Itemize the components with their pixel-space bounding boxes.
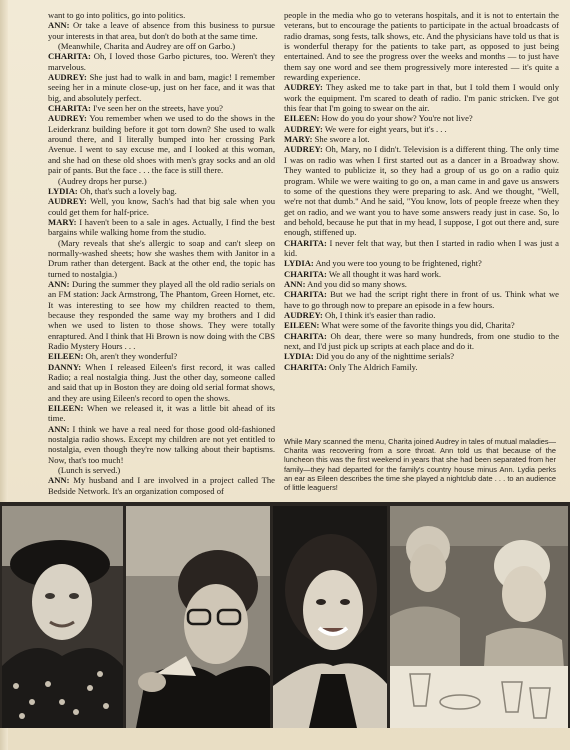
photo-strip: [0, 502, 570, 728]
speaker-name: EILEEN:: [48, 351, 84, 362]
dialogue-text: Well, you know, Sach's had that big sale when you could get them for half-price.: [48, 196, 275, 217]
dialogue-text: (Meanwhile, Charita and Audrey are off on Garbo.): [58, 41, 236, 52]
dialogue-paragraph: [284, 124, 559, 134]
left-text-column: [48, 10, 275, 500]
dialogue-text: When I released Eileen's first record, it was called Radio; a real nostalgia thing. Just the other day, someone called and said that up in Boston they are doing old serial format shows, and they are using Eileen's record to open the shows.: [48, 361, 275, 403]
speaker-name: ANN:: [48, 278, 70, 289]
speaker-name: AUDREY:: [284, 144, 323, 155]
dialogue-paragraph: [48, 424, 275, 465]
photo-smiling-woman: [273, 506, 387, 728]
dialogue-paragraph: [48, 475, 275, 496]
speaker-name: MARY:: [284, 134, 313, 145]
dialogue-text: I think we have a real need for those good old-fashioned nostalgia radio shows. Except my children are not yet entitled to nostalgia, even though they're now talking about their baptisms. Now, that's too much!: [48, 423, 275, 465]
dialogue-paragraph: [284, 351, 559, 361]
dialogue-paragraph: [284, 134, 559, 144]
photo-woman-in-hat: [2, 506, 123, 728]
dialogue-text: (Lunch is served.): [58, 465, 121, 476]
dialogue-text: Oh, that's such a lovely bag.: [79, 185, 177, 196]
dialogue-text: But we had the script right there in front of us. Think what we have to go through now to prepare an episode in a few hours.: [284, 289, 559, 310]
dialogue-text: We all thought it was hard work.: [328, 268, 442, 279]
speaker-name: EILEEN:: [48, 403, 84, 414]
dialogue-paragraph: [284, 269, 559, 279]
dialogue-paragraph: [284, 362, 559, 372]
dialogue-paragraph: [48, 465, 275, 475]
dialogue-paragraph: [48, 41, 275, 51]
dialogue-paragraph: [284, 289, 559, 310]
dialogue-text: Oh, aren't they wonderful?: [85, 351, 178, 362]
speaker-name: ANN:: [48, 20, 70, 31]
dialogue-text: We were for eight years, but it's . . .: [324, 123, 447, 134]
dialogue-text: Oh, Mary, no I didn't. Television is a different thing. The only time I was on radio was when I first started out as a dancer in a Broadway show. They wanted to publicize it, so they had a group of us go on a radio quiz program. While we were waiting to go on, a man came in and gave us answers to some of the questions they were preparing to ask. And we thought, "Well, we're not that dumb." And he said, "You know, lots of people freeze when they get on radio, and we want you to have some answers ready just in case. So, lo and behold, because he put that in my head, I suppose, I got out there and, sure enough, stiffened up.: [284, 144, 559, 238]
speaker-name: CHARITA:: [284, 361, 327, 372]
dialogue-text: Oh, I loved those Garbo pictures, too. Weren't they marvelous.: [48, 51, 275, 72]
dialogue-text: (Audrey drops her purse.): [58, 175, 147, 186]
dialogue-text: What were some of the favorite things you did, Charita?: [321, 320, 515, 331]
dialogue-paragraph: [48, 362, 275, 403]
speaker-name: CHARITA:: [284, 268, 327, 279]
dialogue-text: They asked me to take part in that, but I told them I would only work the equipment. I'm scared to death of radio. I'm panic stricken. I've got this fear that I'm going to swear on the air.: [284, 82, 559, 114]
dialogue-text: How do you do your show? You're not live?: [321, 113, 473, 124]
dialogue-text: people in the media who go to veterans hospitals, and it is not to entertain the veterans, but to encourage the patients to participate in the actual broadcasts of radio dramas, song fests, talk shows, etc. And the physicians have told us that is is wonderful therapy for the patients to take part, as opposed to just being entertained. And to see the progress over the weeks and months — to just have them say one word and see them progressively more interested — it's quite a rewarding experience.: [284, 10, 559, 83]
speaker-name: AUDREY:: [284, 309, 323, 320]
dialogue-text: I never felt that way, but then I started in radio when I was just a kid.: [284, 237, 559, 258]
dialogue-paragraph: [48, 196, 275, 217]
dialogue-paragraph: [284, 238, 559, 259]
dialogue-paragraph: [284, 113, 559, 123]
dialogue-text: Did you do any of the nighttime serials?: [315, 351, 455, 362]
dialogue-text: My husband and I are involved in a project called The Bedside Network. It's an organization composed of: [48, 475, 275, 496]
dialogue-text: (Mary reveals that she's allergic to soap and can't sleep on normally-washed sheets; how she washes them with Janitor in a Drum rather than detergent. Back at the other end, the topic has turned to nostalgia.): [48, 237, 275, 279]
speaker-name: CHARITA:: [284, 289, 327, 300]
dialogue-paragraph: [284, 82, 559, 113]
dialogue-paragraph: [48, 403, 275, 424]
speaker-name: DANNY:: [48, 361, 82, 372]
speaker-name: EILEEN:: [284, 113, 320, 124]
dialogue-paragraph: [284, 320, 559, 330]
dialogue-paragraph: [284, 331, 559, 352]
speaker-name: CHARITA:: [48, 103, 91, 114]
speaker-name: EILEEN:: [284, 320, 320, 331]
dialogue-paragraph: [284, 144, 559, 237]
dialogue-text: When we released it, it was a little bit ahead of its time.: [48, 403, 275, 424]
dialogue-text: I haven't been to a sale in ages. Actually, I find the best bargains while walking home from the studio.: [48, 216, 275, 238]
speaker-name: AUDREY:: [284, 82, 323, 93]
dialogue-paragraph: [48, 10, 275, 20]
speaker-name: AUDREY:: [48, 196, 87, 207]
photo-caption: While Mary scanned the menu, Charita joined Audrey in tales of mutual maladies—Charita was recovering from a sore throat. Ann told us that because of the luncheon this was the first weekend in years that she had been separated from her family—they had departed for the family's country house minus Ann. Lydia perks an ear as Eileen describes the time she played a nightclub date . . . to an audience of little leaguers!: [284, 437, 556, 493]
dialogue-text: Oh, I think it's easier than radio.: [325, 309, 436, 320]
dialogue-text: Or take a leave of absence from this business to pursue your interests in that area, but don't do both at the same time.: [48, 20, 275, 41]
dialogue-text: During the summer they played all the old radio serials on an FM station: Jack Armstrong, The Phantom, Green Hornet, etc. It was interesting to see how my children reacted to them, because they responded the same way my brothers and I did when we used to listen to those shows. They were totally enraptured. And I think that Hi Brown is now doing with the CBS Radio Mystery Hours . . .: [48, 278, 275, 351]
right-text-column: [284, 10, 559, 432]
dialogue-paragraph: [48, 217, 275, 238]
dialogue-paragraph: [284, 258, 559, 268]
speaker-name: ANN:: [48, 423, 70, 434]
dialogue-text: She swore a lot.: [314, 134, 370, 145]
speaker-name: ANN:: [48, 475, 70, 486]
dialogue-text: And you were too young to be frightened, right?: [315, 258, 482, 269]
speaker-name: CHARITA:: [284, 330, 327, 341]
dialogue-text: Only The Aldrich Family.: [328, 361, 418, 372]
dialogue-paragraph: [284, 279, 559, 289]
dialogue-paragraph: [284, 10, 559, 82]
dialogue-paragraph: [48, 351, 275, 361]
dialogue-paragraph: [48, 176, 275, 186]
speaker-name: AUDREY:: [48, 72, 87, 83]
speaker-name: LYDIA:: [48, 185, 78, 196]
dialogue-text: Oh dear, there were so many hundreds, from one studio to the next, and I'd just pick up scripts at each place and do it.: [284, 330, 559, 351]
dialogue-text: She just had to walk in and bam, magic! I remember seeing her in a minute close-up, just on her face, and it was that big, and absolutely perfect.: [48, 72, 275, 103]
speaker-name: MARY:: [48, 216, 77, 227]
dialogue-paragraph: [48, 51, 275, 72]
speaker-name: AUDREY:: [48, 113, 87, 124]
dialogue-paragraph: [284, 310, 559, 320]
photo-two-women-dining: [390, 506, 568, 728]
dialogue-paragraph: [48, 238, 275, 279]
speaker-name: CHARITA:: [284, 237, 327, 248]
speaker-name: AUDREY:: [284, 123, 323, 134]
speaker-name: LYDIA:: [284, 258, 314, 269]
speaker-name: ANN:: [284, 278, 306, 289]
photo-man-with-glasses: [126, 506, 270, 728]
dialogue-paragraph: [48, 103, 275, 113]
speaker-name: CHARITA:: [48, 51, 91, 62]
dialogue-text: And you did so many shows.: [307, 278, 407, 289]
dialogue-paragraph: [48, 72, 275, 103]
dialogue-paragraph: [48, 113, 275, 175]
dialogue-paragraph: [48, 20, 275, 41]
dialogue-paragraph: [48, 279, 275, 351]
dialogue-paragraph: [48, 186, 275, 196]
dialogue-text: I've seen her on the streets, have you?: [92, 103, 223, 114]
speaker-name: LYDIA:: [284, 351, 314, 362]
dialogue-text: You remember when we used to do the shows in the Leiderkranz building before it got torn down? She used to walk around there, and I literally bumped into her crossing Park Avenue. I went to say excuse me, and I looked at this woman, and she had on these old shoes with men's gray socks and an old pair of pants. But the face . . . the face is still there.: [48, 113, 275, 176]
dialogue-text: want to go into politics, go into politics.: [48, 10, 186, 20]
